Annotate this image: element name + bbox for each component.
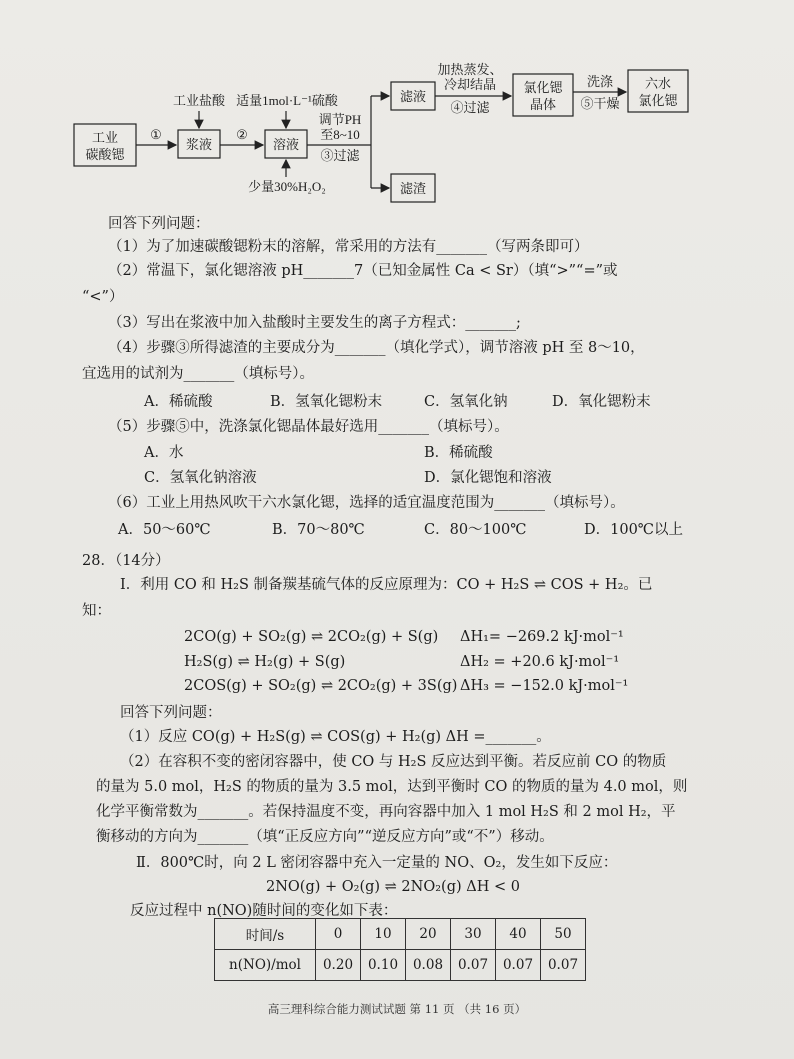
part-2-text: Ⅱ．800℃时，向 2 L 密闭容器中充入一定量的 NO、O₂，发生如下反应：	[136, 855, 618, 871]
q6-option-d: D．100℃以上	[584, 522, 684, 538]
part-2-equation: 2NO(g) + O₂(g) ⇌ 2NO₂(g) ΔH < 0	[266, 879, 520, 895]
reagent-h2so4-label: 适量1mol·L⁻¹硫酸	[236, 93, 338, 108]
step-2-label: ②	[236, 127, 248, 142]
part-1-question-2-line-3: 化学平衡常数为_______。若保持温度不变，再向容器中加入 1 mol H₂S 和 2 mol H₂，平	[96, 804, 676, 820]
wash-label: 洗涤	[586, 74, 614, 89]
intro-text-2: 回答下列问题：	[120, 705, 222, 721]
q4-option-a: A．稀硫酸	[144, 394, 213, 410]
box-solution-label: 溶液	[272, 137, 300, 152]
part-2-table-intro: 反应过程中 n(NO)随时间的变化如下表：	[130, 903, 398, 919]
step-3-label: ③过滤	[320, 148, 360, 163]
box-crystal-label-2: 晶体	[529, 97, 557, 112]
ph-label-1: 调节PH	[318, 112, 362, 127]
table-cell: 0	[316, 919, 361, 950]
evap-label-2: 冷却结晶	[443, 77, 497, 92]
part-1-question-1: （1）反应 CO(g) + H₂S(g) ⇌ COS(g) + H₂(g) ΔH =_______。	[120, 729, 551, 745]
part-1-question-2-line-4: 衡移动的方向为_______（填“正反应方向”“逆反应方向”或“不”）移动。	[96, 829, 554, 845]
box-raw-label-1: 工业	[91, 130, 119, 145]
q5-option-c: C．氢氧化钠溶液	[144, 470, 257, 486]
step-5-label: ⑤干燥	[580, 96, 620, 111]
question-5: （5）步骤⑤中，洗涤氯化锶晶体最好选用_______（填标号）。	[108, 419, 509, 435]
reagent-hcl-label: 工业盐酸	[172, 93, 226, 108]
box-product-label-1: 六水	[644, 76, 672, 91]
evap-label-1: 加热蒸发、	[437, 62, 503, 77]
table-cell: 0.10	[361, 950, 406, 981]
box-slurry-label: 浆液	[185, 137, 213, 152]
delta-h-1: ΔH₁= −269.2 kJ·mol⁻¹	[460, 629, 624, 645]
table-cell: 0.07	[541, 950, 586, 981]
part-1-known: 知：	[82, 603, 111, 619]
delta-h-2: ΔH₂ = +20.6 kJ·mol⁻¹	[460, 654, 620, 670]
page-footer: 高三理科综合能力测试试题 第 11 页 （共 16 页）	[267, 1002, 527, 1016]
question-3: （3）写出在浆液中加入盐酸时主要发生的离子方程式：_______;	[108, 315, 521, 331]
box-raw-label-2: 碳酸锶	[85, 147, 125, 162]
box-product-label-2: 氯化锶	[638, 93, 678, 108]
q4-option-c: C．氢氧化钠	[424, 394, 508, 410]
step-4-label: ④过滤	[450, 100, 490, 115]
equation-2: H₂S(g) ⇌ H₂(g) + S(g)	[184, 654, 346, 670]
question-4-line-2: 宜选用的试剂为_______（填标号）。	[82, 366, 314, 382]
question-6: （6）工业上用热风吹干六水氯化锶，选择的适宜温度范围为_______（填标号）。	[108, 495, 625, 511]
q4-option-d: D．氧化锶粉末	[552, 394, 651, 410]
no-time-table	[214, 918, 586, 981]
question-2-line-1: （2）常温下，氯化锶溶液 pH_______7（已知金属性 Ca < Sr）（填“>”“=”或	[108, 263, 618, 279]
q5-option-d: D．氯化锶饱和溶液	[424, 470, 552, 486]
table-cell: 50	[541, 919, 586, 950]
q5-option-b: B．稀硫酸	[424, 445, 493, 461]
part-1-text: Ⅰ．利用 CO 和 H₂S 制备羰基硫气体的反应原理为：CO + H₂S ⇌ COS + H₂。已	[120, 577, 653, 593]
table-cell: 0.08	[406, 950, 451, 981]
q4-option-b: B．氢氧化锶粉末	[270, 394, 383, 410]
table-row	[215, 950, 586, 981]
question-4-line-1: （4）步骤③所得滤渣的主要成分为_______（填化学式），调节溶液 pH 至 8～10，	[108, 340, 645, 356]
part-1-question-2-line-2: 的量为 5.0 mol，H₂S 的物质的量为 3.5 mol，达到平衡时 CO 的物质的量为 4.0 mol，则	[96, 779, 688, 795]
table-cell: 30	[451, 919, 496, 950]
q6-option-c: C．80～100℃	[424, 522, 527, 538]
reagent-h2o2-label: 少量30%H₂O₂	[248, 179, 326, 194]
table-cell: 0.07	[496, 950, 541, 981]
table-header-nno: n(NO)/mol	[215, 950, 316, 981]
equation-1: 2CO(g) + SO₂(g) ⇌ 2CO₂(g) + S(g)	[184, 629, 439, 645]
q6-option-a: A．50～60℃	[118, 522, 211, 538]
table-cell: 0.07	[451, 950, 496, 981]
ph-label-2: 至8~10	[320, 127, 360, 142]
question-2-line-2: “<”）	[82, 289, 124, 305]
equation-3: 2COS(g) + SO₂(g) ⇌ 2CO₂(g) + 3S(g)	[184, 678, 458, 694]
box-filtrate-label: 滤液	[399, 89, 427, 104]
intro-text: 回答下列问题：	[108, 216, 210, 232]
table-cell: 0.20	[316, 950, 361, 981]
box-crystal-label-1: 氯化锶	[523, 80, 563, 95]
question-28-header: 28．（14分）	[82, 553, 170, 569]
table-cell: 10	[361, 919, 406, 950]
table-cell: 20	[406, 919, 451, 950]
delta-h-3: ΔH₃ = −152.0 kJ·mol⁻¹	[460, 678, 629, 694]
process-flowchart	[0, 0, 794, 210]
table-row	[215, 919, 586, 950]
table-cell: 40	[496, 919, 541, 950]
q5-option-a: A．水	[144, 445, 184, 461]
part-1-question-2-line-1: （2）在容积不变的密闭容器中，使 CO 与 H₂S 反应达到平衡。若反应前 CO 的物质	[120, 754, 667, 770]
box-residue-label: 滤渣	[399, 181, 427, 196]
step-1-label: ①	[150, 127, 162, 142]
q6-option-b: B．70～80℃	[272, 522, 365, 538]
table-header-time: 时间/s	[215, 919, 316, 950]
question-1: （1）为了加速碳酸锶粉末的溶解，常采用的方法有_______（写两条即可）	[108, 239, 589, 255]
